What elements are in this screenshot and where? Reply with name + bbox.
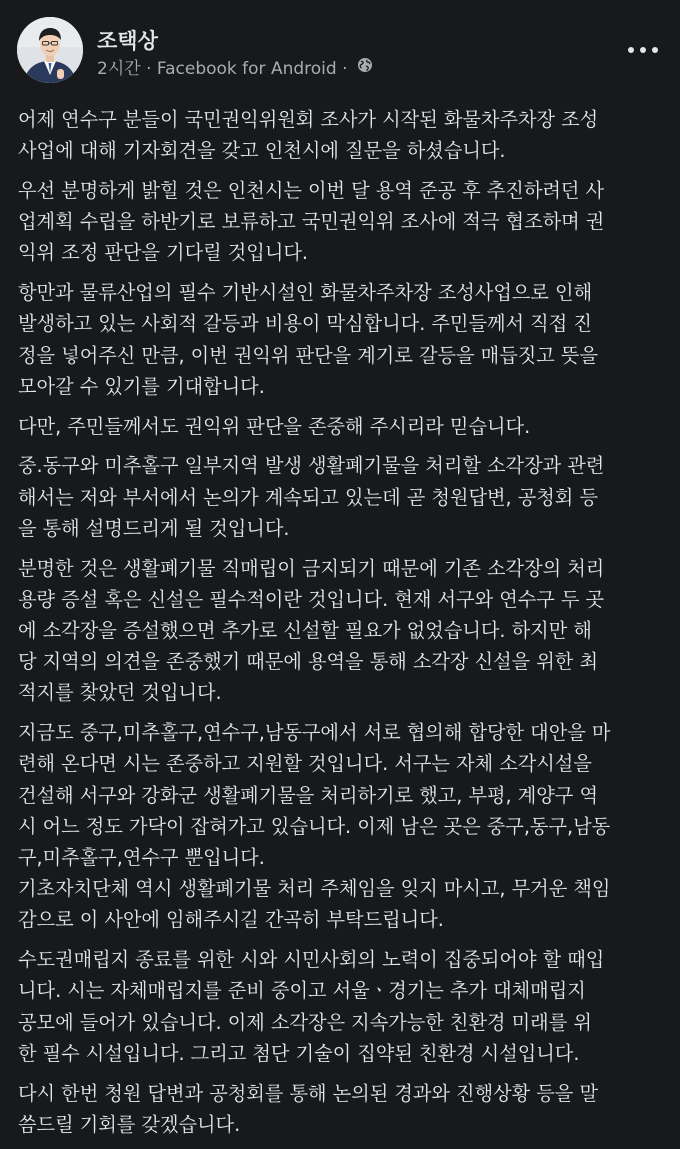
profile-photo: [17, 17, 83, 83]
post-body: [18, 104, 668, 1149]
post-paragraph: 중.동구와 미추홀구 일부지역 발생 생활폐기물을 처리할 소각장과 관련 해서는 저와 부서에서 논의가 계속되고 있는데 곧 청원답변, 공청회 등 을 통해 설명드리게 될 것입니다.: [18, 454, 605, 540]
meta-separator-2: ·: [342, 59, 348, 79]
meta-separator: ·: [146, 59, 152, 79]
more-options-icon[interactable]: [628, 40, 658, 60]
post-paragraph: 분명한 것은 생활폐기물 직매립이 금지되기 때문에 기존 소각장의 처리 용량 증설 혹은 신설은 필수적이란 것입니다. 현재 서구와 연수구 두 곳 에 소각장을 증설했으면 추가로 신설할 필요가 없었습니다. 하지만 해 당 지역의 의견을 존중했기 때문에 용역을 통해 소각장 신설을 위한 최 적지를 찾았던 것입니다.: [18, 556, 605, 705]
post-time[interactable]: 2시간: [97, 59, 141, 79]
post-paragraph: 어제 연수구 분들이 국민권익위원회 조사가 시작된 화물차주차장 조성 사업에 대해 기자회견을 갖고 인천시에 질문을 하셨습니다.: [18, 108, 599, 163]
post-header: [0, 0, 680, 100]
post-paragraph: 지금도 중구,미추홀구,연수구,남동구에서 서로 협의해 합당한 대안을 마 련해 온다면 시는 존중하고 지원할 것입니다. 서구는 자체 소각시설을 건설해 서구와 강화군 생활폐기물을 처리하기로 했고, 부평, 계양구 역 시 어느 정도 가닥이 잡혀가고 있습니다. 이제 남은 곳은 중구,동구,남동 구,미추홀구,연수구 뿐입니다. 기초자치단체 역시 생활폐기물 처리 주체임을 잊지 마시고, 무거운 책임 감으로 이 사안에 임해주시길 간곡히 부탁드립니다.: [18, 721, 611, 932]
post-paragraph: 항만과 물류산업의 필수 기반시설인 화물차주차장 조성사업으로 인해 발생하고 있는 사회적 갈등과 비용이 막심합니다. 주민들께서 직접 진 정을 넣어주신 만큼, 이번 권익위 판단을 계기로 갈등을 매듭짓고 뜻을 모아갈 수 있기를 기대합니다.: [18, 281, 598, 398]
author-name[interactable]: 조택상: [97, 29, 158, 53]
post-paragraph: 우선 분명하게 밝힐 것은 인천시는 이번 달 용역 준공 후 추진하려던 사 업계획 수립을 하반기로 보류하고 국민권익위 조사에 적극 협조하며 권 익위 조정 판단을 기다릴 것입니다.: [18, 179, 605, 265]
globe-icon: [357, 57, 373, 79]
avatar[interactable]: [17, 17, 83, 83]
post-source: Facebook for Android: [156, 59, 337, 79]
post-paragraph: 다시 한번 청원 답변과 공청회를 통해 논의된 경과와 진행상황 등을 말 씀드릴 기회를 갖겠습니다.: [18, 1081, 598, 1136]
post-paragraph: 다만, 주민들께서도 권익위 판단을 존중해 주시리라 믿습니다.: [18, 414, 531, 438]
post-paragraph: 수도권매립지 종료를 위한 시와 시민사회의 노력이 집중되어야 할 때입 니다. 시는 자체매립지를 준비 중이고 서울ㆍ경기는 추가 대체매립지 공모에 들어가 있습니다. 이제 소각장은 지속가능한 친환경 미래를 위 한 필수 시설입니다. 그리고 첨단 기술이 집약된 친환경 시설입니다.: [18, 948, 605, 1065]
post-meta: [97, 58, 373, 80]
